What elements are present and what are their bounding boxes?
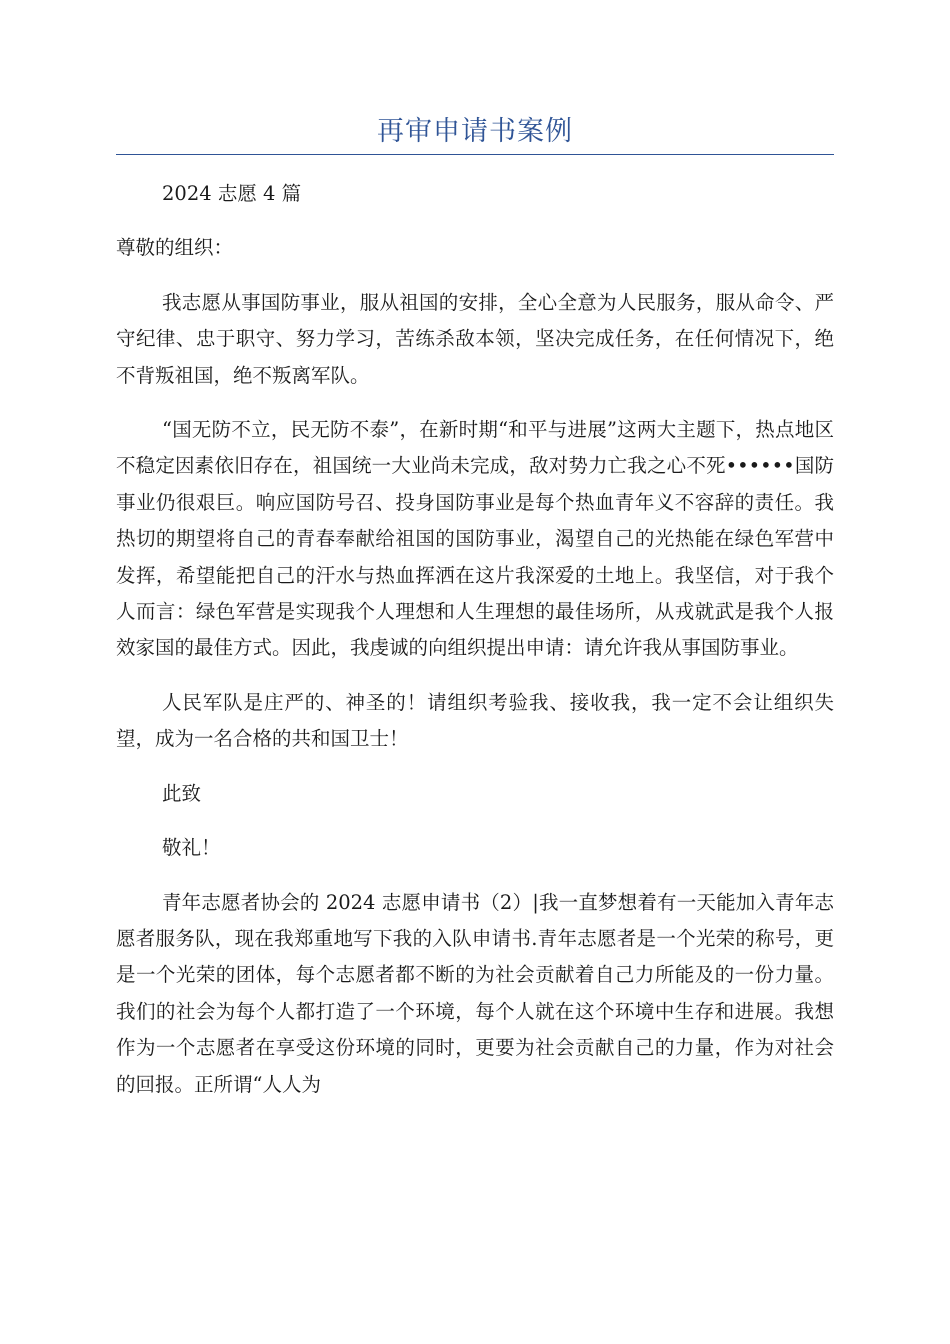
closing-cizhi: 此致 [162,781,202,805]
document-body [116,176,834,1121]
paragraph-pledge: 我志愿从事国防事业，服从祖国的安排，全心全意为人民服务，服从命令、严守纪律、忠于职守、努力学习，苦练杀敌本领，坚决完成任务，在任何情况下，绝不背叛祖国，绝不叛离军队。 [116,290,834,387]
subtitle-line: 2024 志愿 4 篇 [162,182,302,205]
document-title: 再审申请书案例 [377,116,573,147]
salutation: 尊敬的组织： [116,236,234,260]
paragraph-army: 人民军队是庄严的、神圣的！请组织考验我、接收我，我一定不会让组织失望，成为一名合格的共和国卫士！ [116,690,834,751]
title-underline [116,154,834,155]
paragraph-national-defense: “国无防不立，民无防不泰”，在新时期“和平与进展”这两大主题下，热点地区不稳定因素依旧存在，祖国统一大业尚未完成，敌对势力亡我之心不死••••••国防事业仍很艰巨。响应国防号召、投身国防事业是每个热血青年义不容辞的责任。我热切的期望将自己的青春奉献给祖国的国防事业，渴望自己的光热能在绿色军营中发挥，希望能把自己的汗水与热血挥洒在这片我深爱的土地上。我坚信，对于我个人而言：绿色军营是实现我个人理想和人生理想的最佳场所，从戎就武是我个人报效家国的最佳方式。因此，我虔诚的向组织提出申请：请允许我从事国防事业。 [116,418,834,660]
paragraph-youth-volunteer: 青年志愿者协会的 2024 志愿申请书（2）|我一直梦想着有一天能加入青年志愿者服务队，现在我郑重地写下我的入队申请书.青年志愿者是一个光荣的称号，更是一个光荣的团体，每个志愿者都不断的为社会贡献着自己力所能及的一份力量。我们的社会为每个人都打造了一个环境，每个人就在这个环境中生存和进展。我想作为一个志愿者在享受这份环境的同时，更要为社会贡献自己的力量，作为对社会的回报。正所谓“人人为 [116,890,834,1096]
closing-jingli: 敬礼！ [162,836,221,860]
